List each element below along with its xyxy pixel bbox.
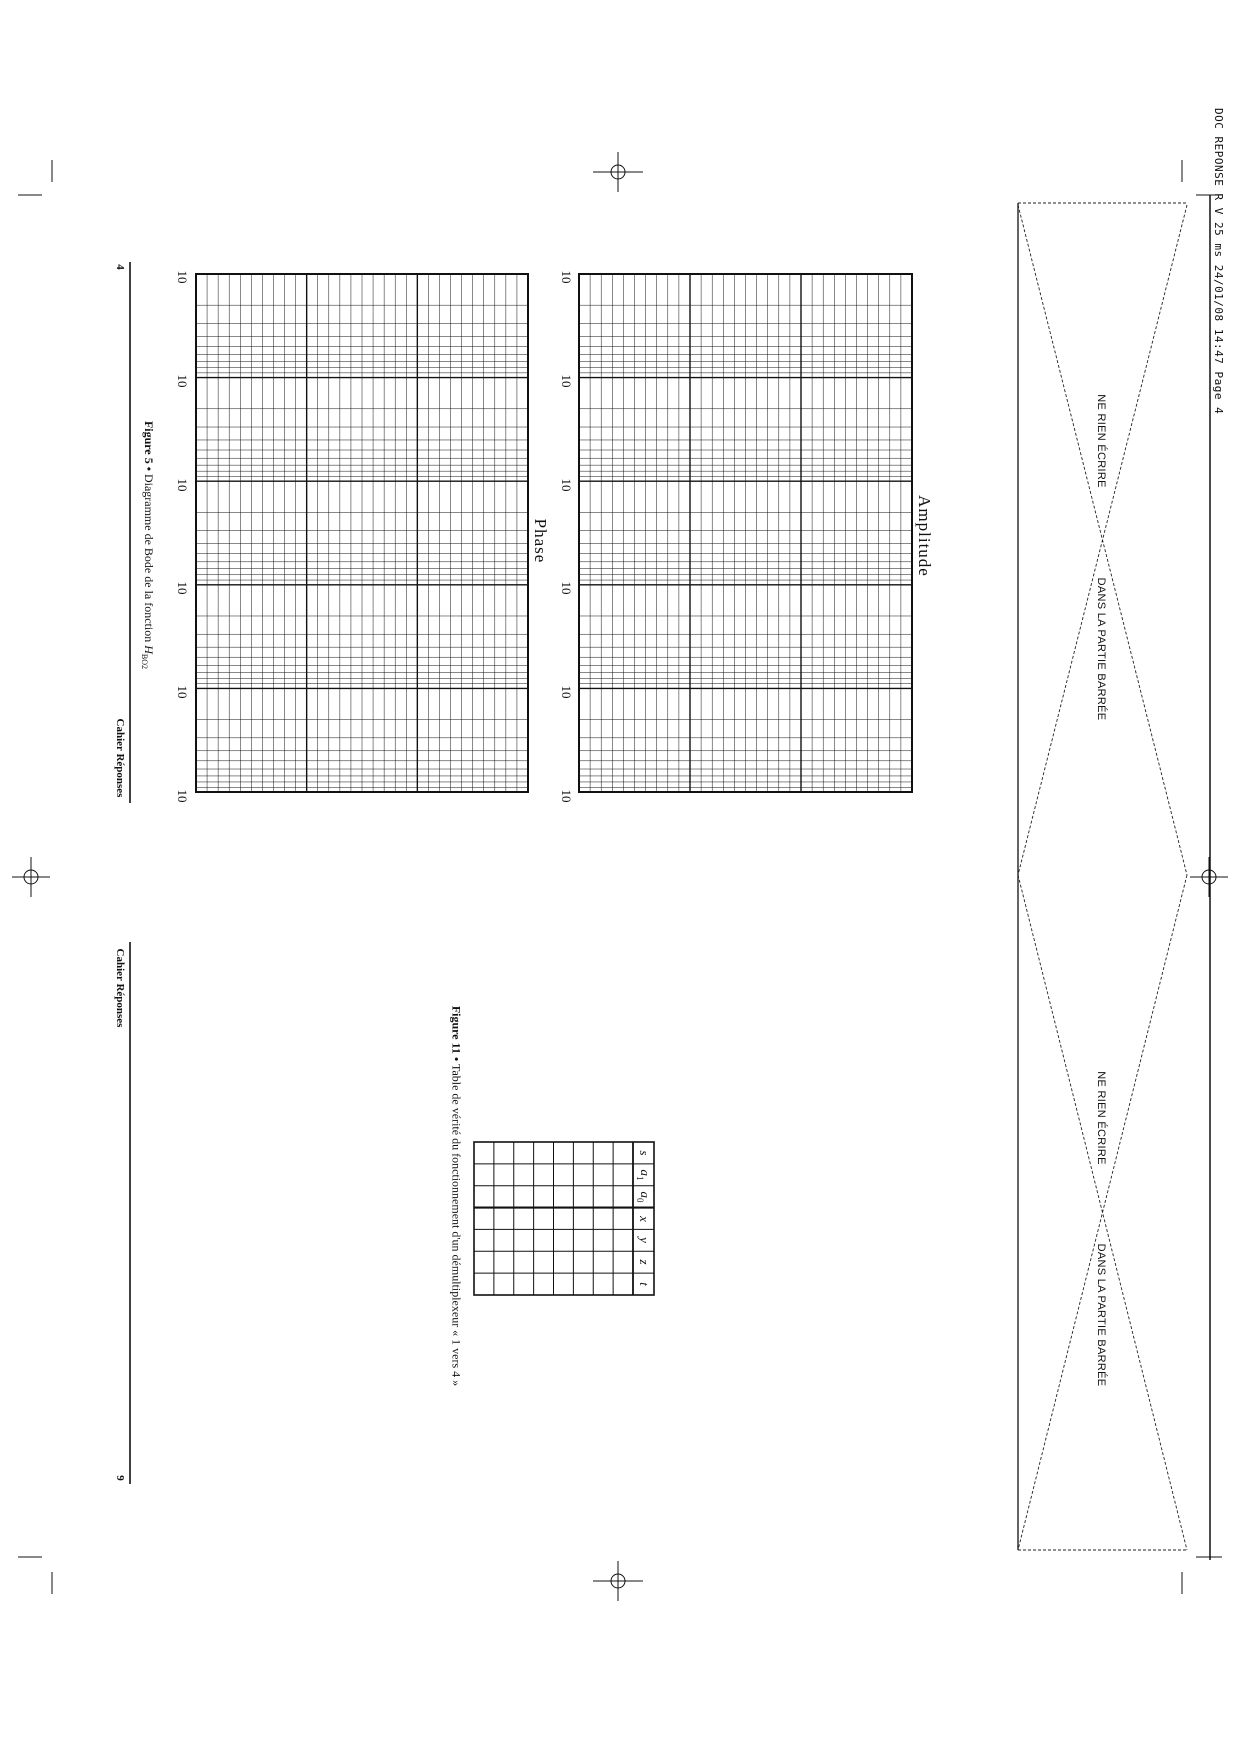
amplitude-tick-label: 10 — [559, 478, 574, 492]
barred-notice-top-1: NE RIEN ÉCRIRE — [1095, 394, 1107, 488]
phase-tick-label: 10 — [175, 685, 190, 699]
phase-tick-label: 10 — [175, 478, 190, 492]
figure-5-text: Diagramme de Bode de la fonction — [142, 473, 157, 646]
barred-notice-top-2: DANS LA PARTIE BARRÉE — [1095, 577, 1107, 721]
phase-tick-label: 10 — [175, 789, 190, 803]
right-footer-label: Cahier Réponses — [114, 948, 126, 1028]
amplitude-tick-label: 10 — [559, 581, 574, 595]
phase-plot-title: Phase — [531, 518, 550, 564]
figure-5-function-sub: BO2 — [139, 653, 149, 670]
truth-table-frame — [474, 1142, 654, 1295]
figure-5-caption — [140, 421, 156, 669]
figure-11-label: Figure 11 — [449, 1005, 464, 1054]
truth-table-header-a0 — [635, 1191, 653, 1202]
truth-table-header-x — [636, 1216, 652, 1222]
amplitude-tick-label: 10 — [559, 685, 574, 699]
phase-tick-label: 10 — [175, 270, 190, 284]
truth-table-grid — [474, 1142, 654, 1295]
amplitude-log-grid — [579, 274, 912, 792]
phase-tick-label: 10 — [175, 374, 190, 388]
crop-marks — [12, 152, 1228, 1601]
amplitude-tick-label: 10 — [559, 789, 574, 803]
truth-table-header-subscript: 1 — [634, 1175, 645, 1181]
barred-notice-bottom-1: NE RIEN ÉCRIRE — [1095, 1071, 1107, 1165]
phase-tick-label: 10 — [175, 581, 190, 595]
page-rules — [130, 195, 1210, 1560]
truth-table-header-z — [636, 1260, 652, 1265]
right-page-number: 9 — [114, 1475, 126, 1481]
truth-table-header-y — [636, 1237, 652, 1243]
figure-11-bullet: • — [449, 1056, 464, 1062]
barred-notice-bottom-2: DANS LA PARTIE BARRÉE — [1095, 1243, 1107, 1387]
figure-5-label: Figure 5 — [142, 420, 157, 464]
figure-5-function: H — [142, 645, 157, 654]
truth-table-header-subscript: 0 — [634, 1197, 645, 1203]
phase-log-grid — [196, 274, 528, 792]
truth-table-header-symbol: a — [637, 1191, 653, 1198]
amplitude-plot-title: Amplitude — [915, 495, 934, 577]
truth-table-header-symbol: s — [636, 1150, 652, 1156]
left-page-number: 4 — [114, 264, 126, 270]
amplitude-tick-label: 10 — [559, 374, 574, 388]
figure-5-bullet: • — [142, 466, 157, 471]
truth-table-header-symbol: a — [637, 1169, 653, 1176]
truth-table-header-a1 — [635, 1169, 653, 1180]
truth-table-header-symbol: z — [636, 1259, 652, 1265]
print-banner: DOC REPONSE R V 25 ms 24/01/08 14:47 Page 4 — [1212, 108, 1225, 415]
truth-table-header-symbol: t — [636, 1282, 652, 1286]
figure-11-caption — [449, 1006, 464, 1386]
amplitude-tick-label: 10 — [559, 270, 574, 284]
truth-table-header-symbol: x — [636, 1215, 652, 1222]
left-footer-label: Cahier Réponses — [114, 718, 126, 798]
figure-11-text: Table de vérité du fonctionnement d'un démultiplexeur « 1 vers 4 » — [449, 1063, 464, 1387]
truth-table-header-t — [636, 1282, 652, 1286]
truth-table-header-symbol: y — [636, 1237, 652, 1244]
truth-table-header-s — [636, 1150, 652, 1155]
